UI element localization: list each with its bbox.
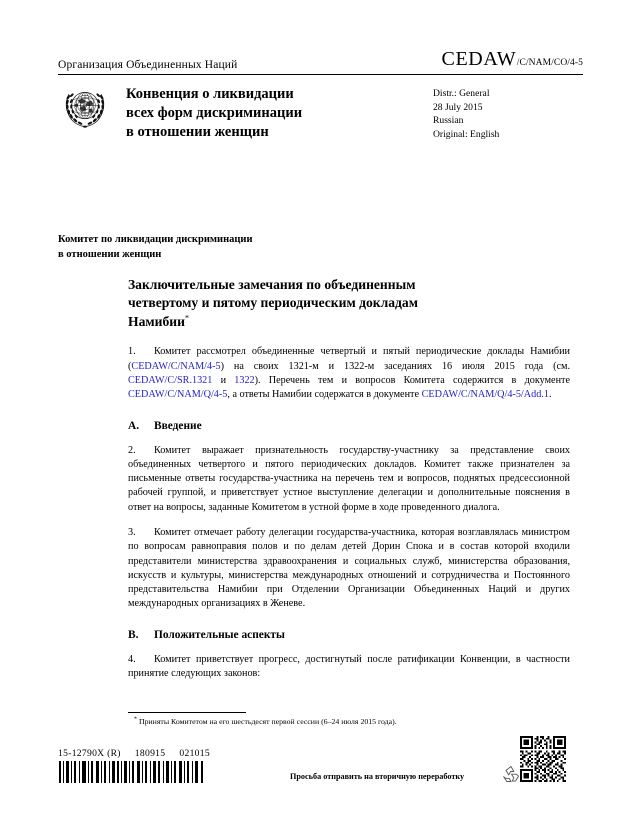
committee-name-line-2: в отношении женщин (58, 249, 162, 261)
date-code-2: 021015 (179, 748, 210, 759)
document-original-language: Original: English (433, 128, 500, 140)
page-footer (58, 748, 583, 804)
paragraph-1-seg-8: , а ответы Намибии содержатся в документе (227, 389, 422, 401)
convention-title (126, 82, 433, 142)
job-number-line (58, 748, 210, 759)
date-code-1: 180915 (134, 748, 166, 759)
committee-name-line-1: Комитет по ликвидации дискриминации (58, 234, 253, 245)
section-heading-b (128, 629, 570, 641)
footnote (128, 717, 570, 728)
link-1322[interactable]: 1322 (234, 375, 255, 387)
document-symbol-main: CEDAW (441, 48, 517, 70)
organization-name: Организация Объединенных Наций (58, 59, 238, 71)
footnote-text: Приняты Комитетом на его шестьдесят первой сессии (6–24 июля 2015 года). (138, 717, 397, 726)
barcode (58, 761, 206, 783)
section-a-letter: A. (128, 419, 140, 432)
paragraph-1-number: 1. (128, 346, 136, 358)
link-cedaw-c-nam-q-4-5-add-1[interactable]: CEDAW/C/NAM/Q/4-5/Add.1 (421, 389, 549, 401)
paragraph-3-number: 3. (128, 526, 136, 538)
paragraph-4-number: 4. (128, 653, 136, 665)
masthead-divider (58, 74, 583, 75)
masthead-body-row (58, 82, 583, 142)
paragraph-2-text: Комитет выражает признательность государству-участнику за представление своих объединенных четвертого и пятого периодических докладов. Комитет также признателен за письменные ответы государства-участника на перечень тем и вопросов, поднятых предсессионной рабочей группой, и приветствует устное выступление делегации и дополнительные пояснения в ответ на вопросы, заданные Комитетом в устной форме в ходе проведенного диалога. (128, 444, 570, 513)
page-title (128, 276, 570, 331)
footnote-area (128, 712, 570, 728)
paragraph-1-seg-0: Комитет рассмотрел объединенные четвертый и пятый периодические доклады Намибии ( (128, 346, 570, 372)
page-title-line-1: Заключительные замечания по объединенным (128, 277, 416, 292)
masthead-top-row (58, 48, 583, 74)
link-cedaw-c-nam-4-5[interactable]: CEDAW/C/NAM/4-5 (131, 360, 221, 372)
footnote-marker: * (134, 716, 137, 723)
paragraph-1-seg-2: ) на своих 1321-м и 1322-м заседаниях 16 июля 2015 года (см. (220, 360, 570, 372)
page-title-line-3: Намибии (128, 313, 185, 329)
section-a-title: Введение (154, 419, 202, 432)
paragraph-4 (128, 653, 570, 682)
section-b-letter: B. (128, 628, 139, 641)
document-language: Russian (433, 115, 464, 127)
paragraph-3-text: Комитет отмечает работу делегации государства-участника, которая возглавлялась министром по вопросам равноправия полов и по делам детей Дорин Спока и в состав которой входили представители министерства здравоохранения и социальных служб, министерства образования, искусств и культуры, министерства международных отношений и сотрудничества и Постоянного представительства Намибии при Отделении Организации Объединенных Наций и других международных организациях в Женеве. (128, 526, 570, 610)
paragraph-1-seg-10: . (548, 389, 552, 401)
recycle-note: Просьба отправить на вторичную переработку (290, 772, 465, 781)
title-footnote-marker: * (184, 313, 189, 323)
document-symbol (442, 48, 583, 71)
distribution-type: Distr.: General (433, 88, 490, 99)
paragraph-1-seg-4: и (212, 375, 235, 387)
document-body (128, 276, 570, 692)
paragraph-1 (128, 345, 570, 402)
emblem-container (58, 82, 126, 133)
qr-code (520, 736, 566, 782)
committee-name (58, 232, 558, 262)
section-b-title: Положительные аспекты (154, 628, 285, 641)
convention-title-line-1: Конвенция о ликвидации (126, 86, 294, 102)
footnote-divider (128, 712, 246, 713)
paragraph-3 (128, 526, 570, 612)
document-date: 28 July 2015 (433, 101, 483, 113)
distribution-block (433, 82, 583, 141)
paragraph-2-number: 2. (128, 444, 136, 456)
link-cedaw-c-sr-1321[interactable]: CEDAW/C/SR.1321 (128, 375, 213, 387)
paragraph-1-seg-6: ). Перечень тем и вопросов Комитета содержится в документе (254, 375, 571, 387)
job-number: 15-12790X (R) (58, 748, 121, 759)
recycle-icon (501, 764, 521, 784)
section-heading-a (128, 420, 570, 432)
link-cedaw-c-nam-q-4-5[interactable]: CEDAW/C/NAM/Q/4-5 (128, 389, 228, 401)
document-symbol-suffix: /C/NAM/CO/4-5 (516, 58, 583, 68)
paragraph-2 (128, 444, 570, 515)
paragraph-4-text: Комитет приветствует прогресс, достигнутый после ратификации Конвенции, в частности принятие следующих законов: (128, 653, 570, 679)
page-title-line-2: четвертому и пятому периодическим докладам (128, 295, 418, 311)
convention-title-line-2: всех форм дискриминации (126, 104, 303, 121)
masthead (58, 48, 583, 142)
convention-title-line-3: в отношении женщин (126, 123, 269, 140)
un-emblem (58, 83, 112, 133)
